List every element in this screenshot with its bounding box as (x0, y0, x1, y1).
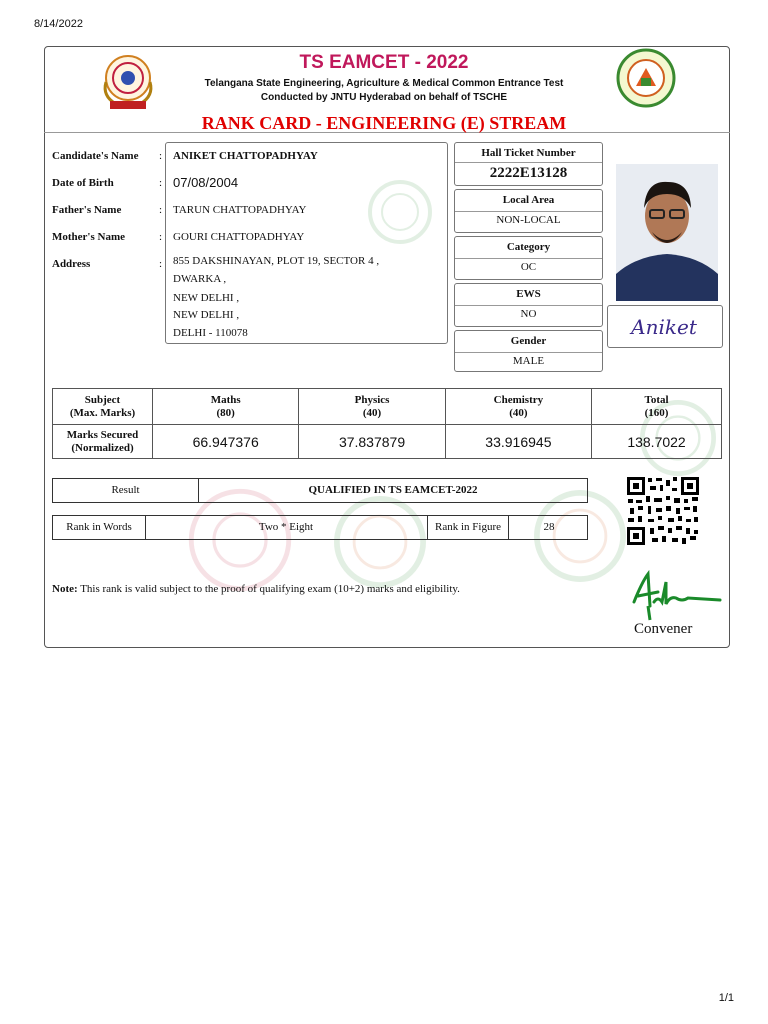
total-score: 138.7022 (592, 425, 722, 459)
ews-value: NO (520, 308, 537, 320)
father-name-label: Father's Name (52, 204, 122, 216)
candidate-photo (616, 164, 718, 301)
mother-name: GOURI CHATTOPADHYAY (173, 231, 305, 243)
gender-value: MALE (512, 355, 545, 367)
candidate-signature (608, 306, 722, 347)
candidate-name: ANIKET CHATTOPADHYAY (173, 150, 318, 162)
local-area-value: NON-LOCAL (496, 214, 561, 226)
convener-label: Convener (634, 621, 693, 637)
exam-full-name: Telangana State Engineering, Agriculture & Medical Common Entrance Test (204, 78, 564, 89)
watermark-seal (188, 488, 292, 592)
marks-value-row (53, 425, 722, 459)
print-date: 8/14/2022 (34, 18, 83, 30)
rank-card-stream-title: RANK CARD - ENGINEERING (E) STREAM (201, 113, 567, 133)
subject-header: Subject (84, 393, 121, 406)
box-divider (455, 211, 602, 212)
maths-score: 66.947376 (153, 425, 299, 459)
colon: : (159, 204, 163, 216)
marks-secured-header: Marks Secured (66, 428, 139, 441)
local-area-box (454, 189, 603, 233)
max-marks-header: (Max. Marks) (69, 406, 136, 419)
rank-in-words: Two * Eight (258, 521, 314, 533)
rank-row (52, 515, 588, 540)
box-divider (455, 258, 602, 259)
conducting-body: Conducted by JNTU Hyderabad on behalf of TSCHE (260, 92, 508, 103)
box-divider (455, 352, 602, 353)
physics-score: 37.837879 (299, 425, 445, 459)
table-header-cell (299, 389, 445, 425)
convener-signature (628, 566, 724, 622)
local-area-label: Local Area (502, 194, 555, 206)
ews-label: EWS (516, 288, 541, 300)
colon: : (159, 258, 163, 270)
normalized-header: (Normalized) (71, 441, 134, 454)
result-value: QUALIFIED IN TS EAMCET-2022 (308, 484, 478, 496)
marks-header-row (53, 389, 722, 425)
table-header-cell (53, 425, 153, 459)
category-value: OC (520, 261, 537, 273)
address-line: DWARKA , (173, 273, 227, 285)
subject-max: (40) (509, 406, 528, 419)
category-box (454, 236, 603, 280)
address-line: DELHI - 110078 (173, 327, 248, 339)
chemistry-score: 33.916945 (445, 425, 591, 459)
note (52, 583, 460, 595)
marks-table (52, 388, 722, 459)
gender-label: Gender (510, 335, 547, 347)
box-divider (455, 162, 602, 163)
note-text: This rank is valid subject to the proof of qualifying exam (10+2) marks and eligibility. (77, 583, 460, 595)
subject-name: Chemistry (493, 393, 544, 406)
table-header-cell (445, 389, 591, 425)
candidate-name-label: Candidate's Name (52, 150, 139, 162)
address-label: Address (52, 258, 91, 270)
subject-max: (160) (644, 406, 669, 419)
address-line: NEW DELHI , (173, 309, 240, 321)
page-number: 1/1 (718, 992, 734, 1004)
subject-max: (80) (216, 406, 235, 419)
table-header-cell (53, 389, 153, 425)
rank-in-words-label: Rank in Words (66, 521, 132, 533)
gender-box (454, 330, 603, 372)
rank-in-figure-label: Rank in Figure (435, 521, 501, 533)
date-of-birth: 07/08/2004 (173, 175, 239, 190)
candidate-signature-text: Aniket (631, 315, 697, 339)
hall-ticket-label: Hall Ticket Number (481, 147, 576, 159)
subject-name: Physics (354, 393, 390, 406)
mother-name-label: Mother's Name (52, 231, 126, 243)
subject-name: Total (644, 393, 669, 406)
address-line: 855 DAKSHINAYAN, PLOT 19, SECTOR 4 , (173, 255, 380, 267)
table-header-cell (153, 389, 299, 425)
candidate-signature-box (607, 305, 723, 348)
qr-code (626, 476, 700, 546)
exam-title: TS EAMCET - 2022 (299, 52, 469, 73)
ews-box (454, 283, 603, 327)
father-name: TARUN CHATTOPADHYAY (173, 204, 307, 216)
table-header-cell (592, 389, 722, 425)
category-label: Category (506, 241, 551, 253)
hall-ticket-number: 2222E13128 (489, 165, 568, 181)
hall-ticket-box (454, 142, 603, 186)
watermark-seal (334, 496, 426, 588)
subject-max: (40) (362, 406, 382, 419)
colon: : (159, 150, 163, 162)
colon: : (159, 177, 163, 189)
note-prefix: Note: (52, 583, 78, 595)
rank-in-figure: 28 (543, 521, 555, 533)
address-line: NEW DELHI , (173, 292, 240, 304)
colon: : (159, 231, 163, 243)
result-row (52, 478, 588, 503)
subject-name: Maths (210, 393, 241, 406)
box-divider (455, 305, 602, 306)
dob-label: Date of Birth (52, 177, 114, 189)
result-label: Result (111, 484, 140, 496)
